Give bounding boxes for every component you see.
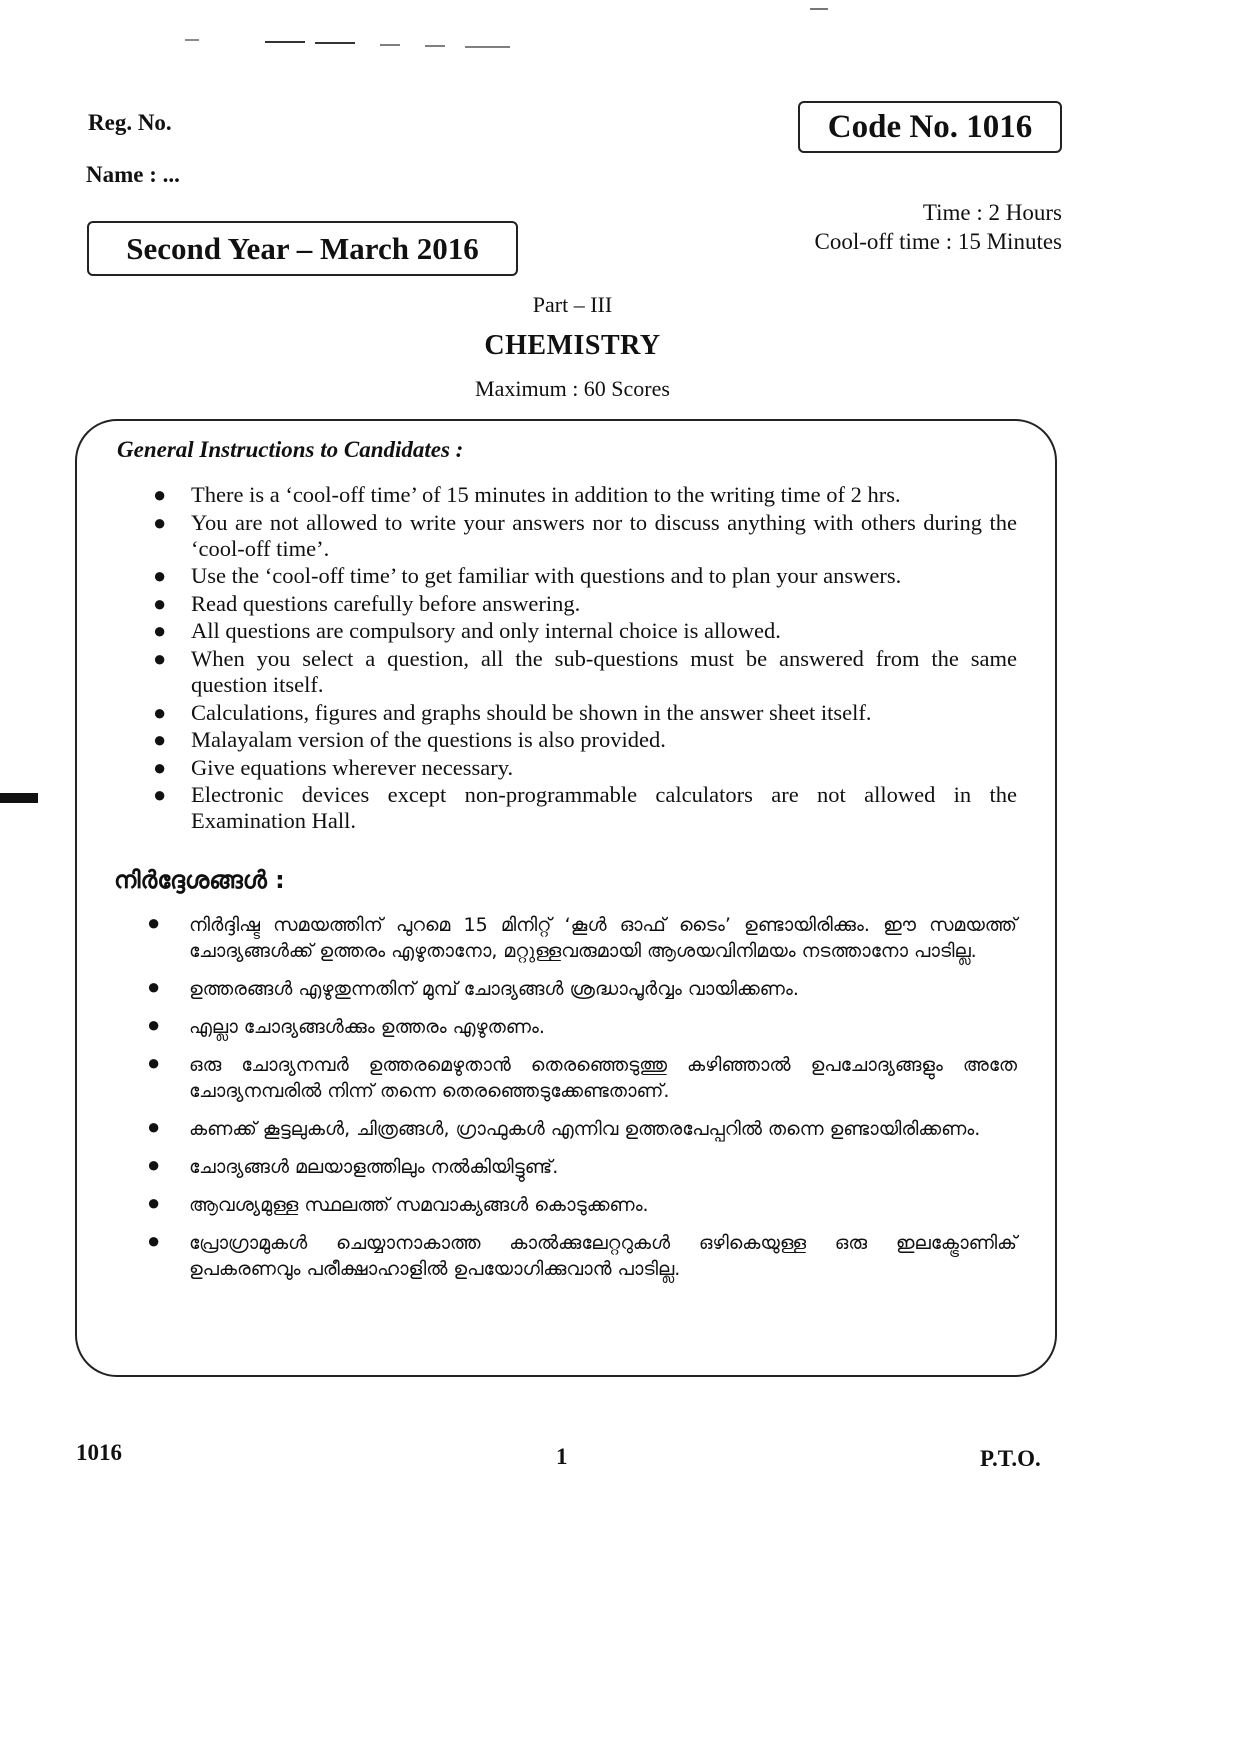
- bullet-icon: ●: [147, 1190, 161, 1215]
- bullet-icon: ●: [153, 754, 167, 780]
- name-label: Name : ...: [86, 162, 180, 187]
- list-item: ● You are not allowed to write your answers nor to discuss anything with others during the ‘cool-off time’.: [153, 509, 1017, 561]
- bullet-icon: ●: [153, 727, 167, 753]
- bullet-icon: ●: [153, 563, 167, 589]
- exam-session-box: [87, 221, 518, 276]
- cool-off-time: Cool-off time : 15 Minutes: [814, 229, 1062, 254]
- bullet-icon: ●: [147, 1152, 161, 1177]
- pto-label: P.T.O.: [980, 1446, 1041, 1471]
- list-item: ● Use the ‘cool-off time’ to get familiar with questions and to plan your answers.: [153, 563, 902, 589]
- instructions-heading: General Instructions to Candidates :: [117, 437, 464, 462]
- scan-dash-marks: [185, 36, 545, 56]
- malayalam-instructions-list: [147, 912, 1017, 1294]
- page-number: 1: [556, 1444, 568, 1469]
- code-number: Code No. 1016: [827, 108, 1033, 145]
- code-number-box: [798, 101, 1062, 153]
- bullet-icon: ●: [147, 910, 161, 935]
- bullet-icon: ●: [153, 618, 167, 644]
- scan-mark-top: [810, 8, 828, 10]
- bullet-icon: ●: [153, 509, 167, 535]
- list-item: ● ചോദ്യങ്ങൾ മലയാളത്തിലും നൽകിയിട്ടുണ്ട്.: [147, 1152, 559, 1178]
- list-item: ● ഒരു ചോദ്യനമ്പർ ഉത്തരമെഴുതാൻ തെരഞ്ഞെടുത്തു കഴിഞ്ഞാൽ ഉപചോദ്യങ്ങളും അതേ ചോദ്യനമ്പരിൽ നിന്ന് തന്നെ തെരഞ്ഞെടുക്കേണ്ടതാണ്.: [147, 1050, 1017, 1102]
- time-block: [815, 198, 1062, 256]
- list-item: ● പ്രോഗ്രാമുകൾ ചെയ്യാനാകാത്ത കാൽക്കുലേറ്ററുകൾ ഒഴികെയുള്ള ഒരു ഇലക്ട്രോണിക് ഉപകരണവും പരീക്ഷാഹാളിൽ ഉപയോഗിക്കുവാൻ പാടില്ല.: [147, 1228, 1017, 1280]
- time-allowed: Time : 2 Hours: [922, 200, 1062, 225]
- bullet-icon: ●: [153, 645, 167, 671]
- exam-session: Second Year – March 2016: [126, 230, 479, 266]
- scan-mark-left: [0, 793, 38, 803]
- bullet-icon: ●: [153, 782, 167, 808]
- english-instructions-list: [153, 482, 1017, 836]
- list-item: ● Electronic devices except non-programmable calculators are not allowed in the Examination Hall.: [153, 782, 1017, 834]
- footer-code: 1016: [76, 1440, 122, 1465]
- list-item: ● There is a ‘cool-off time’ of 15 minutes in addition to the writing time of 2 hrs.: [153, 482, 901, 507]
- list-item: ● നിർദ്ദിഷ്ട സമയത്തിന് പുറമെ 15 മിനിറ്റ് ‘കൂൾ ഓഫ് ടൈം’ ഉണ്ടായിരിക്കും. ഈ സമയത്ത് ചോദ്യങ്ങൾക്ക് ഉത്തരം എഴുതാനോ, മറ്റുള്ളവരുമായി ആശയവിനിമയം നടത്താനോ പാടില്ല.: [147, 910, 1017, 962]
- list-item: ● Read questions carefully before answering.: [153, 590, 581, 616]
- maximum-score: Maximum : 60 Scores: [475, 376, 670, 401]
- bullet-icon: ●: [147, 1012, 161, 1037]
- list-item: ● ആവശ്യമുള്ള സ്ഥലത്ത് സമവാക്യങ്ങൾ കൊടുക്കണം.: [147, 1190, 649, 1216]
- bullet-icon: ●: [153, 590, 167, 616]
- bullet-icon: ●: [153, 482, 167, 507]
- bullet-icon: ●: [147, 1050, 161, 1075]
- list-item: ● കണക്ക് കൂട്ടലുകൾ, ചിത്രങ്ങൾ, ഗ്രാഫുകൾ എന്നിവ ഉത്തരപേപ്പറിൽ തന്നെ ഉണ്ടായിരിക്കണം.: [147, 1114, 981, 1140]
- subject-title: CHEMISTRY: [484, 330, 661, 361]
- malayalam-instructions-heading: നിർദ്ദേശങ്ങൾ :: [114, 866, 285, 894]
- list-item: ● Give equations wherever necessary.: [153, 754, 514, 780]
- reg-no-label: Reg. No.: [88, 110, 172, 135]
- list-item: ● Malayalam version of the questions is also provided.: [153, 727, 666, 753]
- list-item: ● When you select a question, all the sub-questions must be answered from the same question itself.: [153, 645, 1017, 697]
- part-label: Part – III: [532, 292, 613, 317]
- list-item: ● All questions are compulsory and only internal choice is allowed.: [153, 618, 781, 644]
- list-item: ● ഉത്തരങ്ങൾ എഴുതുന്നതിന് മുമ്പ് ചോദ്യങ്ങൾ ശ്രദ്ധാപൂർവ്വം വായിക്കണം.: [147, 974, 799, 1000]
- list-item: ● Calculations, figures and graphs should be shown in the answer sheet itself.: [153, 699, 872, 725]
- list-item: ● എല്ലാ ചോദ്യങ്ങൾക്കും ഉത്തരം എഴുതണം.: [147, 1012, 545, 1038]
- bullet-icon: ●: [147, 1114, 161, 1139]
- bullet-icon: ●: [153, 699, 167, 725]
- bullet-icon: ●: [147, 1228, 161, 1253]
- bullet-icon: ●: [147, 974, 161, 999]
